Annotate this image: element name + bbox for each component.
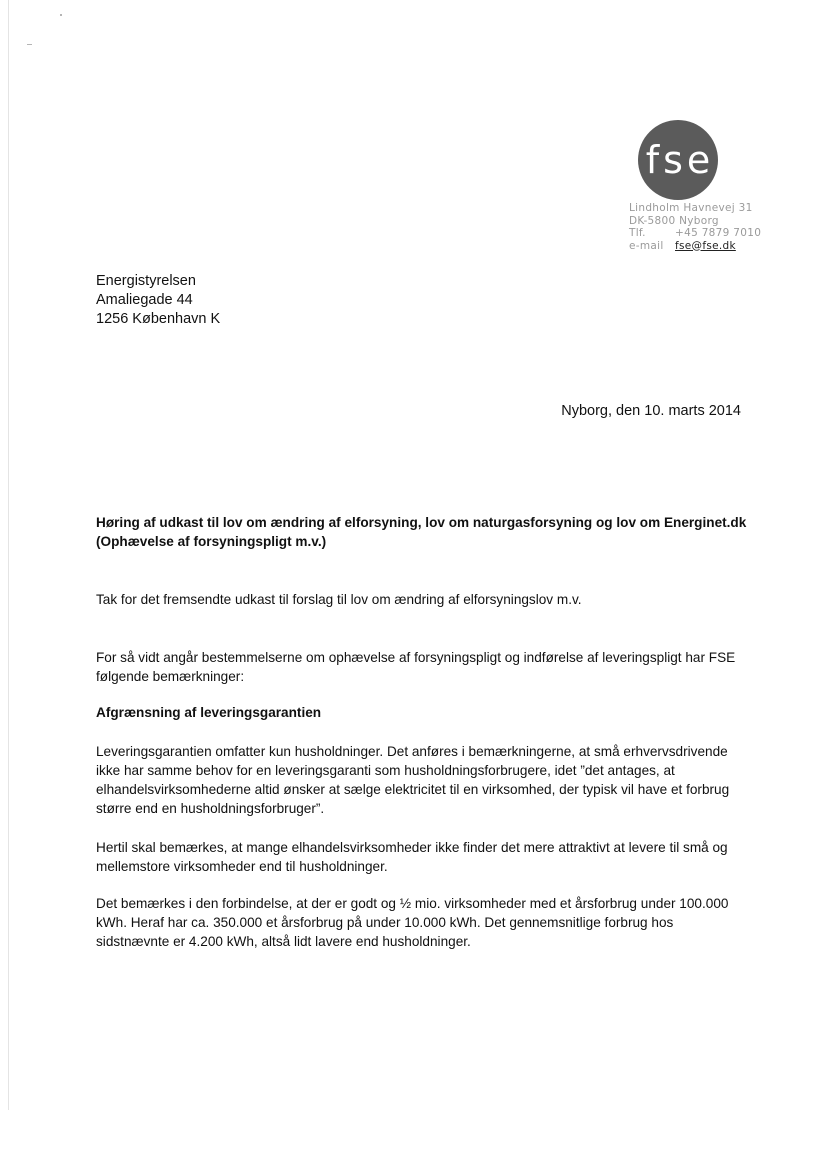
page-edge: [8, 0, 9, 1110]
paragraph-thanks: Tak for det fremsendte udkast til forslag til lov om ændring af elforsyningslov m.v.: [96, 592, 582, 607]
email-label: e-mail: [629, 239, 664, 252]
recipient-city: 1256 København K: [96, 311, 221, 327]
contact-block: [629, 202, 762, 252]
phone-value: +45 7879 7010: [675, 227, 762, 239]
email-row: [629, 240, 759, 253]
email-link[interactable]: fse@fse.dk: [675, 239, 736, 252]
company-logo: [638, 120, 718, 200]
scan-speck: [60, 14, 62, 16]
recipient-street: Amaliegade 44: [96, 292, 193, 308]
recipient-name: Energistyrelsen: [96, 273, 196, 289]
phone-label: Tlf.: [629, 227, 646, 239]
recipient-address: [96, 272, 220, 329]
subject-line-1: Høring af udkast til lov om ændring af elforsyning, lov om naturgasforsyning og lov om Energinet.dk: [96, 515, 747, 530]
subject-line-2: (Ophævelse af forsyningspligt m.v.): [96, 534, 327, 549]
section-heading: Afgrænsning af leveringsgarantien: [96, 705, 322, 720]
letter-date: Nyborg, den 10. marts 2014: [561, 403, 741, 419]
paragraph-intro: For så vidt angår bestemmelserne om ophævelse af forsyningspligt og indførelse af leveringspligt har FSE følgende bemærkninger:: [96, 650, 736, 684]
paragraph-figures: Det bemærkes i den forbindelse, at der er godt og ½ mio. virksomheder med et årsforbrug under 100.000 kWh. Heraf har ca. 350.000 et årsforbrug på under 10.000 kWh. Det gennemsnitlige forbrug hos sidstnævnte er 4.200 kWh, altså lidt lavere end husholdninger.: [96, 896, 729, 949]
letter-subject: [96, 513, 756, 551]
phone-row: [629, 227, 762, 240]
logo-text: fse: [645, 138, 715, 182]
scan-speck: [27, 44, 32, 45]
postal-line: DK-5800 Nyborg: [629, 214, 719, 227]
paragraph-scope: Leveringsgarantien omfatter kun husholdninger. Det anføres i bemærkningerne, at små erhvervsdrivende ikke har samme behov for en leveringsgaranti som husholdningsforbrugere, idet ”det antages, at elhandelsvirksomhederne altid ønsker at sælge elektricitet til en virksomhed, der typisk vil have et forbrug større end en husholdningsforbruger”.: [96, 744, 730, 816]
address-line: Lindholm Havnevej 31: [629, 202, 753, 214]
paragraph-remark: Hertil skal bemærkes, at mange elhandelsvirksomheder ikke finder det mere attraktivt at levere til små og mellemstore virksomheder end til husholdninger.: [96, 840, 728, 874]
